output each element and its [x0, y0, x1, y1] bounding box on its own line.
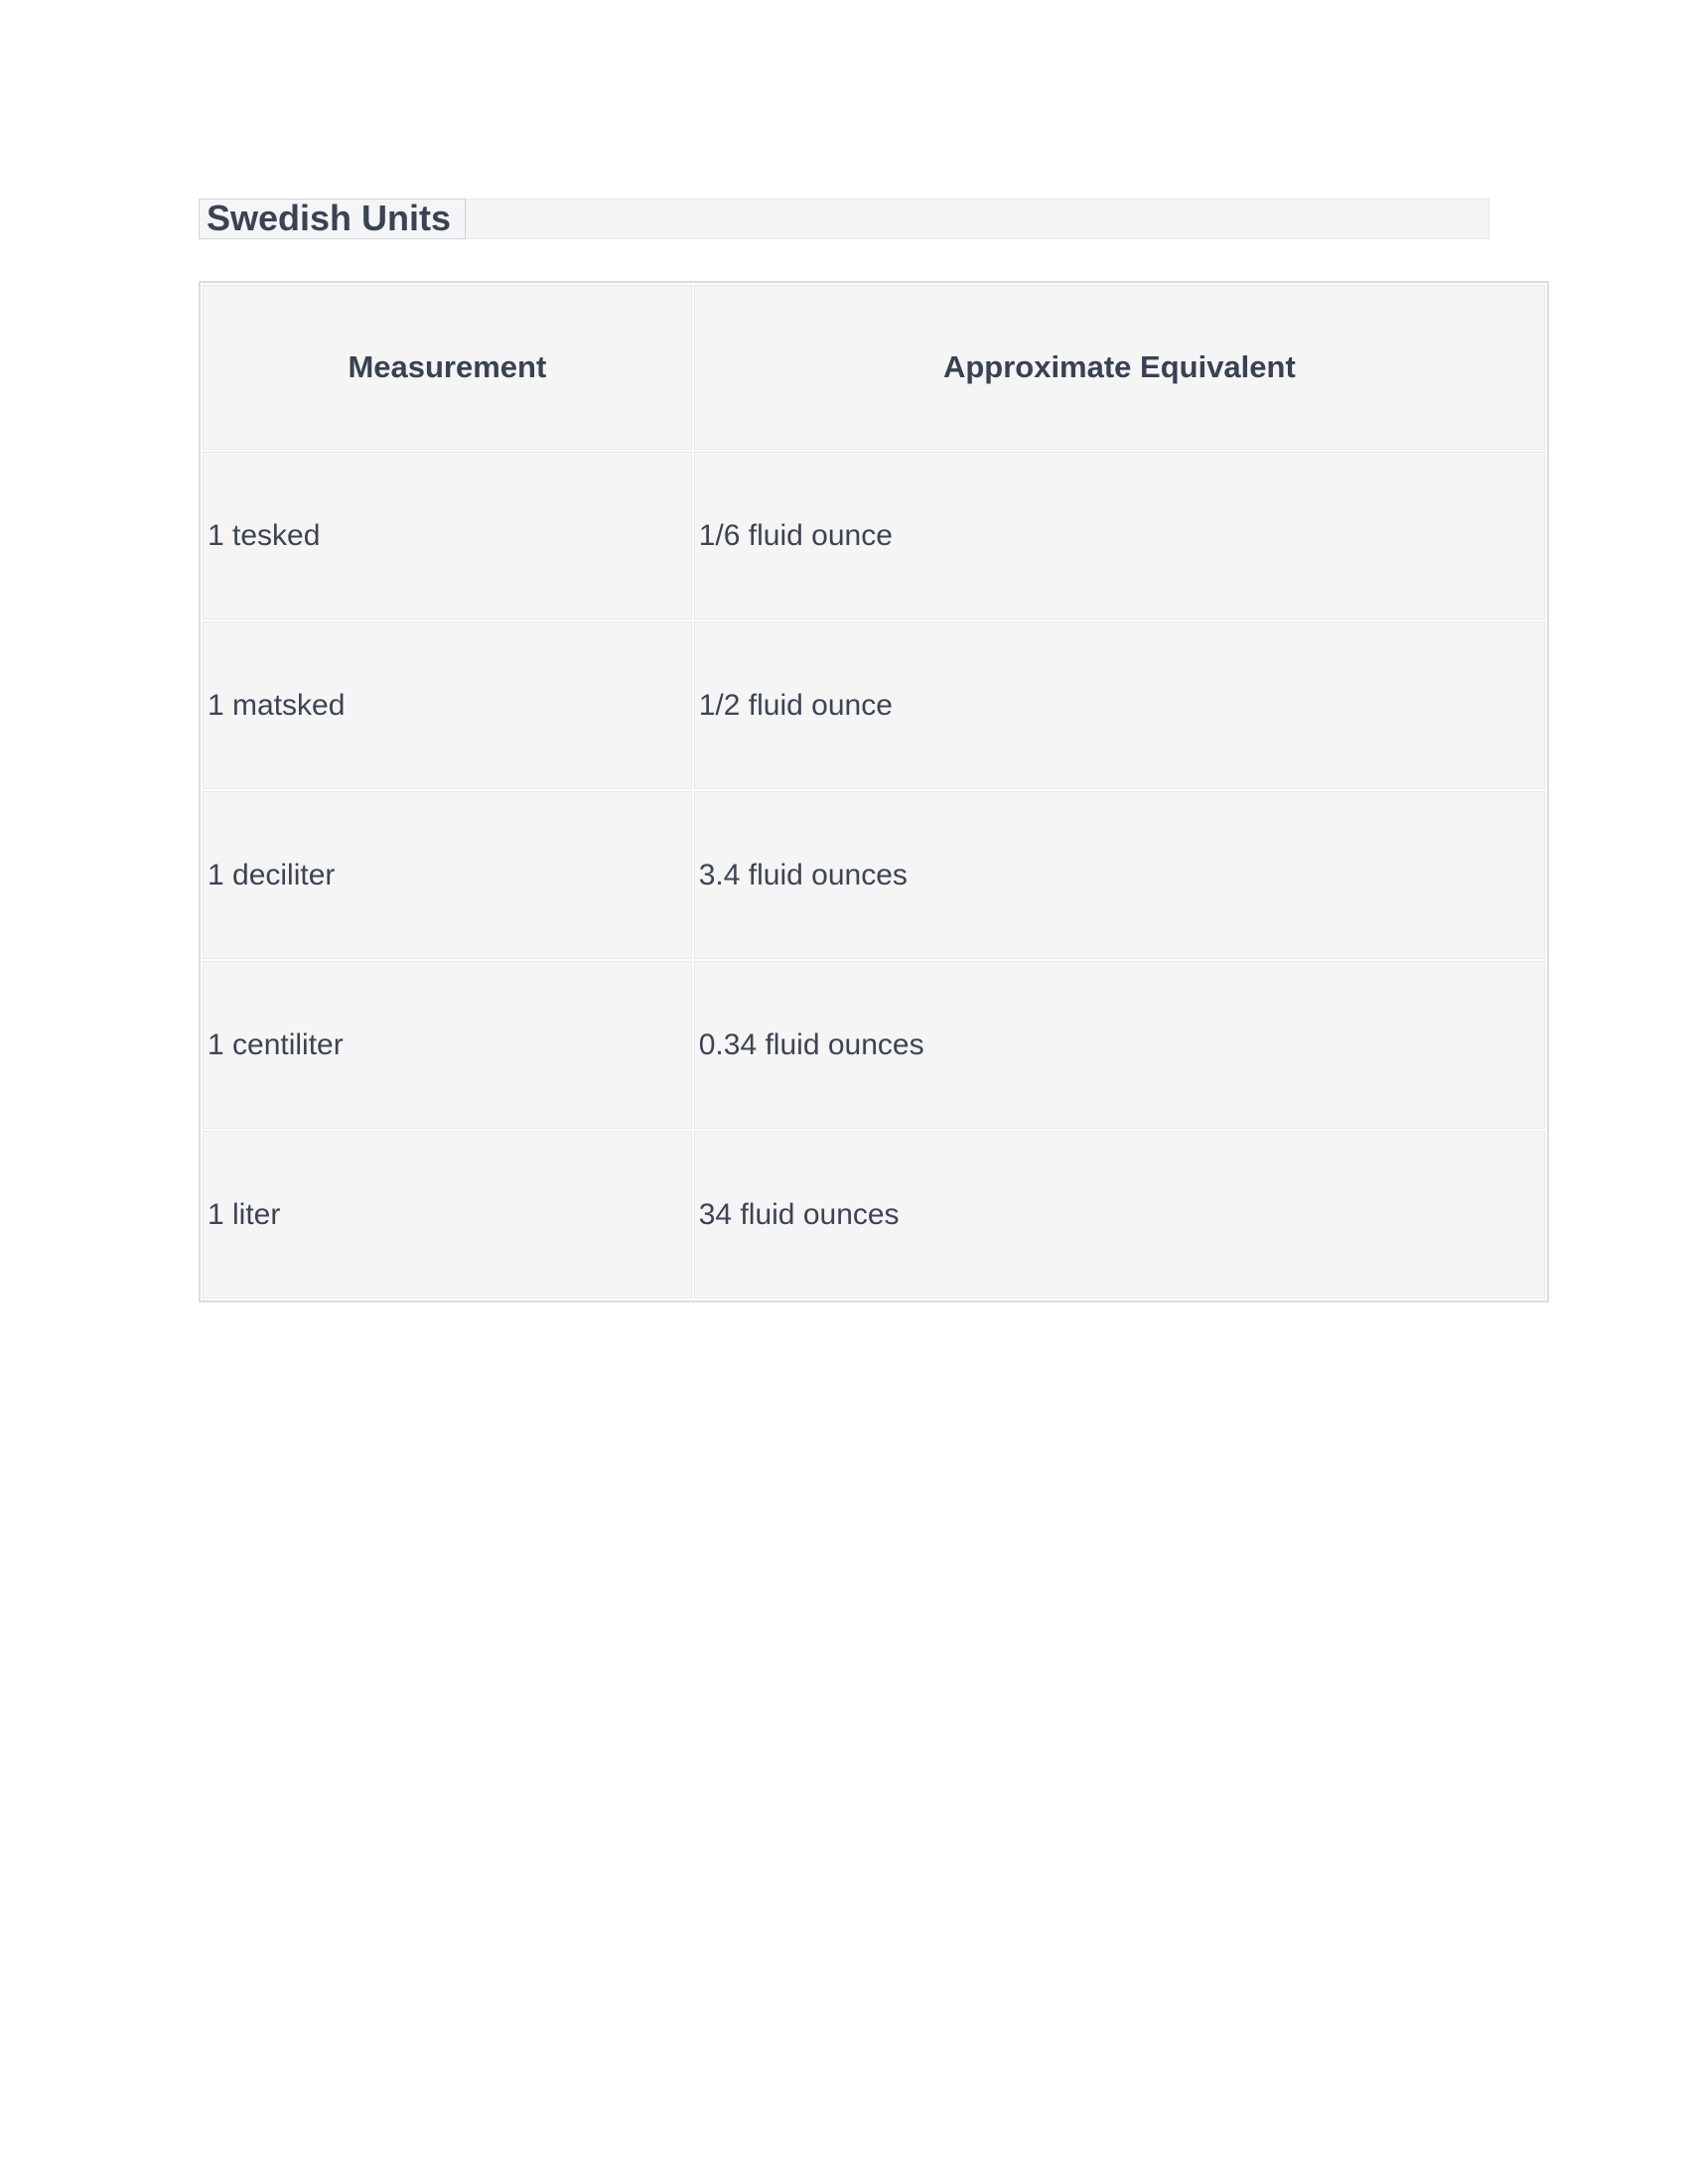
- equivalent-cell: 0.34 fluid ounces: [694, 961, 1545, 1129]
- measurement-cell: 1 liter: [203, 1131, 692, 1298]
- units-table: [199, 281, 1549, 1302]
- measurement-cell: 1 tesked: [203, 452, 692, 619]
- equivalent-cell: 1/2 fluid ounce: [694, 621, 1545, 789]
- table-row: [203, 1131, 1545, 1298]
- section-header-bar: [199, 199, 1489, 239]
- table-row: [203, 791, 1545, 959]
- page-title: Swedish Units: [199, 199, 466, 239]
- equivalent-cell: 34 fluid ounces: [694, 1131, 1545, 1298]
- table-header-row: [203, 285, 1545, 450]
- column-header-equivalent: Approximate Equivalent: [694, 285, 1545, 450]
- measurement-cell: 1 centiliter: [203, 961, 692, 1129]
- column-header-measurement: Measurement: [203, 285, 692, 450]
- table-row: [203, 961, 1545, 1129]
- measurement-cell: 1 matsked: [203, 621, 692, 789]
- equivalent-cell: 1/6 fluid ounce: [694, 452, 1545, 619]
- equivalent-cell: 3.4 fluid ounces: [694, 791, 1545, 959]
- table-body: [203, 452, 1545, 1298]
- measurement-cell: 1 deciliter: [203, 791, 692, 959]
- table-row: [203, 621, 1545, 789]
- table-row: [203, 452, 1545, 619]
